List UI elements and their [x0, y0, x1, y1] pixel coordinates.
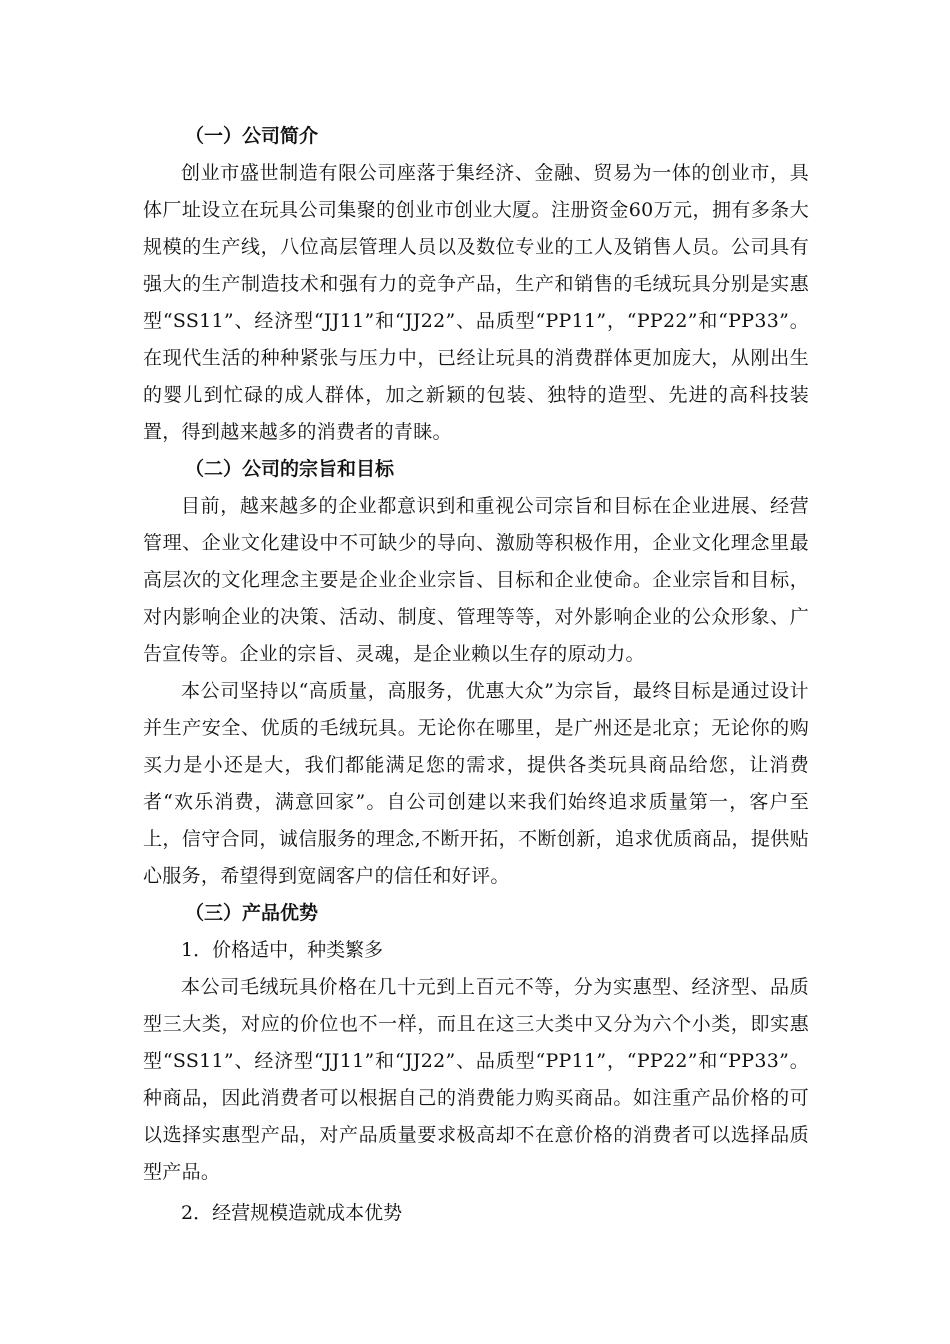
section-heading-company-intro: （一）公司简介 [185, 125, 319, 147]
paragraph-mission-1: 目前，越来越多的企业都意识到和重视公司宗旨和目标在企业进展、经营管理、企业文化建设中不可缺少的导向、激励等积极作用，企业文化理念里最高层次的文化理念主要是企业企业宗旨、目标和企业使命。企业宗旨和目标，对内影响企业的决策、活动、制度、管理等等，对外影响企业的公众形象、广告宣传等。企业的宗旨、灵魂，是企业赖以生存的原动力。 [143, 495, 809, 665]
document-body [143, 118, 809, 1232]
subheading-scale-cost: 2．经营规模造就成本优势 [181, 1202, 403, 1224]
subheading-price-variety: 1．价格适中，种类繁多 [181, 939, 384, 961]
section-heading-mission-goals: （二）公司的宗旨和目标 [185, 458, 395, 480]
paragraph-price-variety: 本公司毛绒玩具价格在几十元到上百元不等，分为实惠型、经济型、品质型三大类，对应的价位也不一样，而且在这三大类中又分为六个小类，即实惠型“SS11”、经济型“JJ11”和“JJ22”、品质型“PP11”，“PP22”和“PP33”。种商品，因此消费者可以根据自己的消费能力购买商品。如注重产品价格的可以选择实惠型产品，对产品质量要求极高却不在意价格的消费者可以选择品质型产品。 [143, 976, 809, 1183]
paragraph-company-intro: 创业市盛世制造有限公司座落于集经济、金融、贸易为一体的创业市，具体厂址设立在玩具公司集聚的创业市创业大厦。注册资金60万元，拥有多条大规模的生产线，八位高层管理人员以及数位专业的工人及销售人员。公司具有强大的生产制造技术和强有力的竞争产品，生产和销售的毛绒玩具分别是实惠型“SS11”、经济型“JJ11”和“JJ22”、品质型“PP11”，“PP22”和“PP33”。在现代生活的种种紧张与压力中，已经让玩具的消费群体更加庞大，从刚出生的婴儿到忙碌的成人群体，加之新颖的包装、独特的造型、先进的高科技装置，得到越来越多的消费者的青睐。 [143, 162, 809, 443]
section-heading-product-advantages: （三）产品优势 [185, 902, 319, 924]
paragraph-mission-2: 本公司坚持以“高质量，高服务，优惠大众”为宗旨，最终目标是通过设计并生产安全、优质的毛绒玩具。无论你在哪里，是广州还是北京；无论你的购买力是小还是大，我们都能满足您的需求，提供各类玩具商品给您，让消费者“欢乐消费，满意回家”。自公司创建以来我们始终追求质量第一，客户至上，信守合同，诚信服务的理念,不断开拓，不断创新，追求优质商品，提供贴心服务，希望得到宽阔客户的信任和好评。 [143, 680, 809, 887]
